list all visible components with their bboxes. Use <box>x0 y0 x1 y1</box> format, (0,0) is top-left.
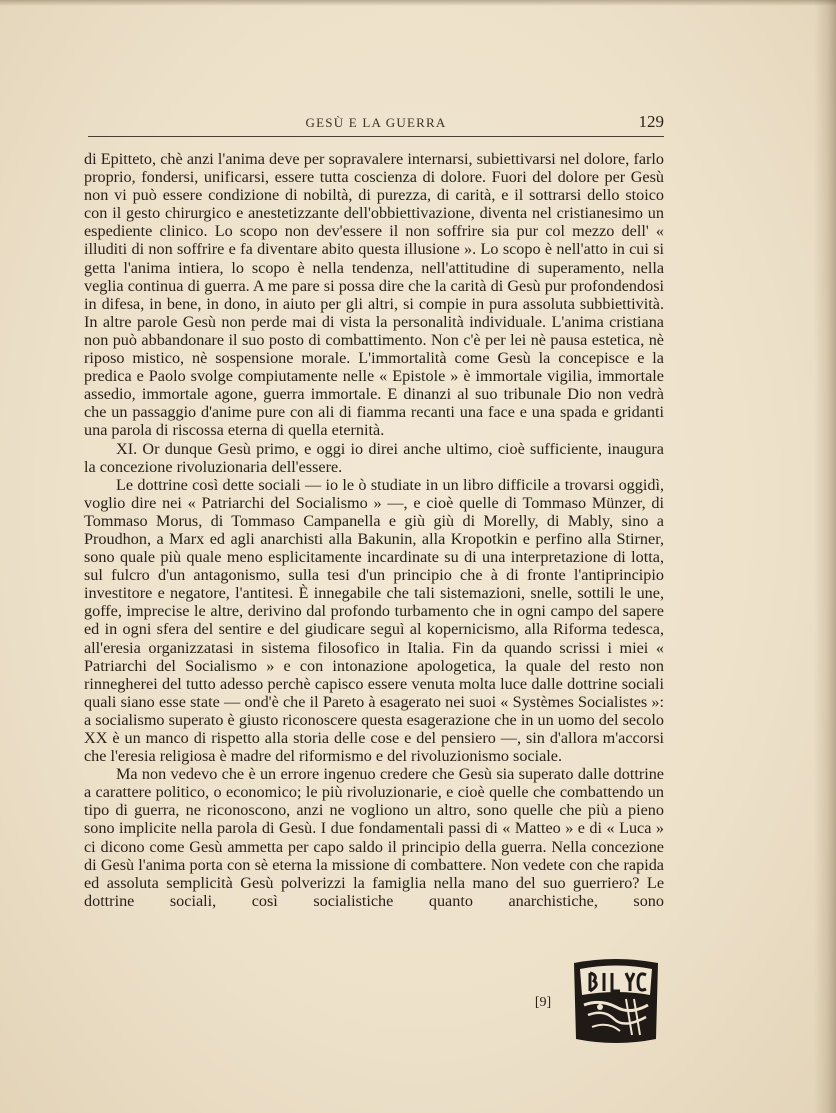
page-number: 129 <box>638 112 664 131</box>
running-title: GESÙ E LA GUERRA <box>305 115 447 130</box>
page-edge-shadow-right <box>814 0 836 1113</box>
paragraph-section-xi: XI. Or dunque Gesù primo, e oggi io direi anche ultimo, cioè sufficiente, inaugura la concezione rivoluzionaria dell'essere. <box>84 439 664 476</box>
paragraph-continuation: di Epitteto, chè anzi l'anima deve per sopravalere internarsi, subiettivarsi nel dolore, farlo proprio, fondersi, unificarsi, essere tutta coscienza di dolore. Fuori del dolore per Gesù non vi può essere condizione di nobiltà, di purezza, di carità, e il sottrarsi dello stoico con il gesto chirurgico e anestetizzante dell'obbiettivazione, diventa nel cristianesimo un espediente clinico. Lo scopo non dev'essere il non soffrire sia pur col mezzo dell' « illuditi di non soffrire e fa diventare abito questa illusione ». Lo scopo è nell'atto in cui si getta l'anima intiera, lo scopo è nella tendenza, nell'attitudine di superamento, nella veglia continua di guerra. A me pare si possa dire che la carità di Gesù pur profondendosi in difesa, in bene, in dono, in aiuto per gli altri, si compie in pura assoluta subbiettività. In altre parole Gesù non perde mai di vista la personalità individuale. L'anima cristiana non può abbandonare il suo posto di combattimento. Non c'è per lei nè pausa estetica, nè riposo mistico, nè sospensione morale. L'immortalità come Gesù la concepisce e la predica e Paolo svolge compiutamente nelle « Epistole » è immortale vigilia, immortale assedio, immortale agone, guerra immortale. E dinanzi al suo tribunale Dio non vedrà che un passaggio d'anime pure con ali di fiamma recanti una face e una spada e gridanti una parola di riscossa eterna di quella eternità. <box>84 150 664 440</box>
running-head <box>88 112 664 136</box>
page-edge-shadow-top <box>0 0 836 6</box>
body-text <box>84 150 664 910</box>
paragraph-social-doctrines: Le dottrine così dette sociali — io le ò studiate in un libro difficile a trovarsi oggidì, voglio dire nei « Patriarchi del Socialismo » —, e cioè quelle di Tommaso Münzer, di Tommaso Morus, di Tommaso Campanella e giù giù di Morelly, di Mably, sino a Proudhon, a Marx ed agli anarchisti alla Bakunin, alla Kropotkin e perfino alla Stirner, sono quale più quale meno esplicitamente incardinate su di una interpretazione di lotta, sul fulcro d'un antagonismo, sulla tesi d'un principio che à di fronte l'antiprincipio investitore e negatore, l'antitesi. È innegabile che tali sistemazioni, snelle, sottili le une, goffe, imprecise le altre, derivino dal profondo turbamento che in ogni campo del sapere ed in ogni sfera del sentire e del giudicare seguì al kopernicismo, alla Riforma tedesca, all'eresia organizzatasi in sistema filosofico in Italia. Fin da quando scrissi i miei « Patriarchi del Socialismo » e con intonazione apologetica, la quale del resto non rinnegherei del tutto adesso perchè capisco essere venuta molta luce dalle dottrine sociali quali siano esse state — ond'è che il Pareto à esagerato nei suoi « Systèmes Socialistes »: a socialismo superato è giusto riconoscere questa esagerazione che in un uomo del secolo XX è un manco di rispetto alla storia delle cose e del pensiero —, sin d'allora m'accorsi che l'eresia religiosa è madre del riformismo e del rivoluzionismo sociale. <box>84 475 664 766</box>
signature-mark: [9] <box>534 995 552 1010</box>
printer-device-icon <box>570 955 662 1047</box>
header-rule <box>88 136 664 137</box>
paragraph-error: Ma non vedevo che è un errore ingenuo credere che Gesù sia superato dalle dottrine a carattere politico, o economico; le più rivoluzionarie, e cioè quelle che combattendo un tipo di guerra, ne riconoscono, anzi ne vogliono un altro, sono quelle che più a pieno sono implicite nella parola di Gesù. I due fondamentali passi di « Matteo » e di « Luca » ci dicono come Gesù ammetta per capo saldo il principio della guerra. Nella concezione di Gesù l'anima porta con sè eterna la missione di combattere. Non vedete con che rapida ed assoluta semplicità Gesù polverizzi la famiglia nella mano del suo guerriero? Le dottrine sociali, così socialistiche quanto anarchistiche, sono <box>84 765 664 910</box>
